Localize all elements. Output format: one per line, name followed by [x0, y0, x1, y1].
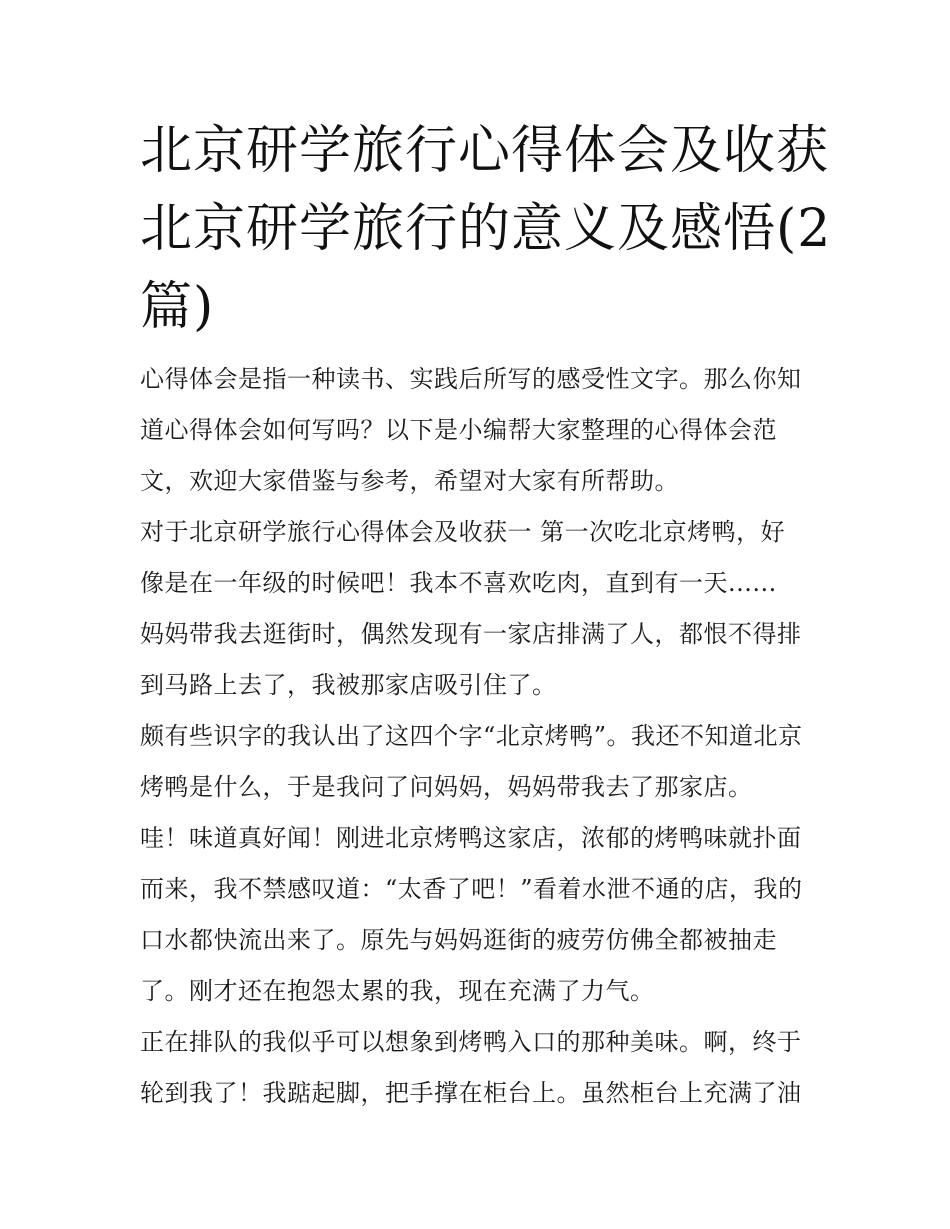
paragraph-queue: [140, 1017, 820, 1119]
title-line: 篇): [140, 277, 215, 337]
document-title: [140, 112, 832, 346]
text-line: 到马路上去了，我被那家店吸引住了。: [140, 671, 557, 699]
text-line: 哇！味道真好闻！刚进北京烤鸭这家店，浓郁的烤鸭味就扑面: [140, 824, 802, 852]
text-line: 而来，我不禁感叹道：“太香了吧！”看着水泄不通的店，我的: [140, 875, 803, 903]
paragraph-intro: [140, 354, 820, 507]
document-body: [140, 354, 820, 1119]
paragraph-sign: [140, 711, 820, 813]
text-line: 对于北京研学旅行心得体会及收获一 第一次吃北京烤鸭，好: [140, 518, 786, 546]
text-line: 道心得体会如何写吗？以下是小编帮大家整理的心得体会范: [140, 416, 777, 444]
text-line: 烤鸭是什么，于是我问了问妈妈，妈妈带我去了那家店。: [140, 773, 753, 801]
paragraph-smell: [140, 813, 820, 1017]
title-line: 北京研学旅行的意义及感悟(2: [140, 199, 832, 259]
text-line: 文，欢迎大家借鉴与参考，希望对大家有所帮助。: [140, 467, 679, 495]
text-line: 心得体会是指一种读书、实践后所写的感受性文字。那么你知: [140, 365, 802, 393]
text-line: 妈妈带我去逛街时，偶然发现有一家店排满了人，都恨不得排: [140, 620, 802, 648]
text-line: 像是在一年级的时候吧！我本不喜欢吃肉，直到有一天......: [140, 569, 777, 597]
text-line: 颇有些识字的我认出了这四个字“北京烤鸭”。我还不知道北京: [140, 722, 803, 750]
text-line: 正在排队的我似乎可以想象到烤鸭入口的那种美味。啊，终于: [140, 1028, 802, 1056]
text-line: 口水都快流出来了。原先与妈妈逛街的疲劳仿佛全都被抽走: [140, 926, 777, 954]
text-line: 轮到我了！我踮起脚，把手撑在柜台上。虽然柜台上充满了油: [140, 1079, 802, 1107]
text-line: 了。刚才还在抱怨太累的我，现在充满了力气。: [140, 977, 655, 1005]
title-line: 北京研学旅行心得体会及收获: [140, 121, 830, 181]
paragraph-first-time: [140, 507, 820, 711]
